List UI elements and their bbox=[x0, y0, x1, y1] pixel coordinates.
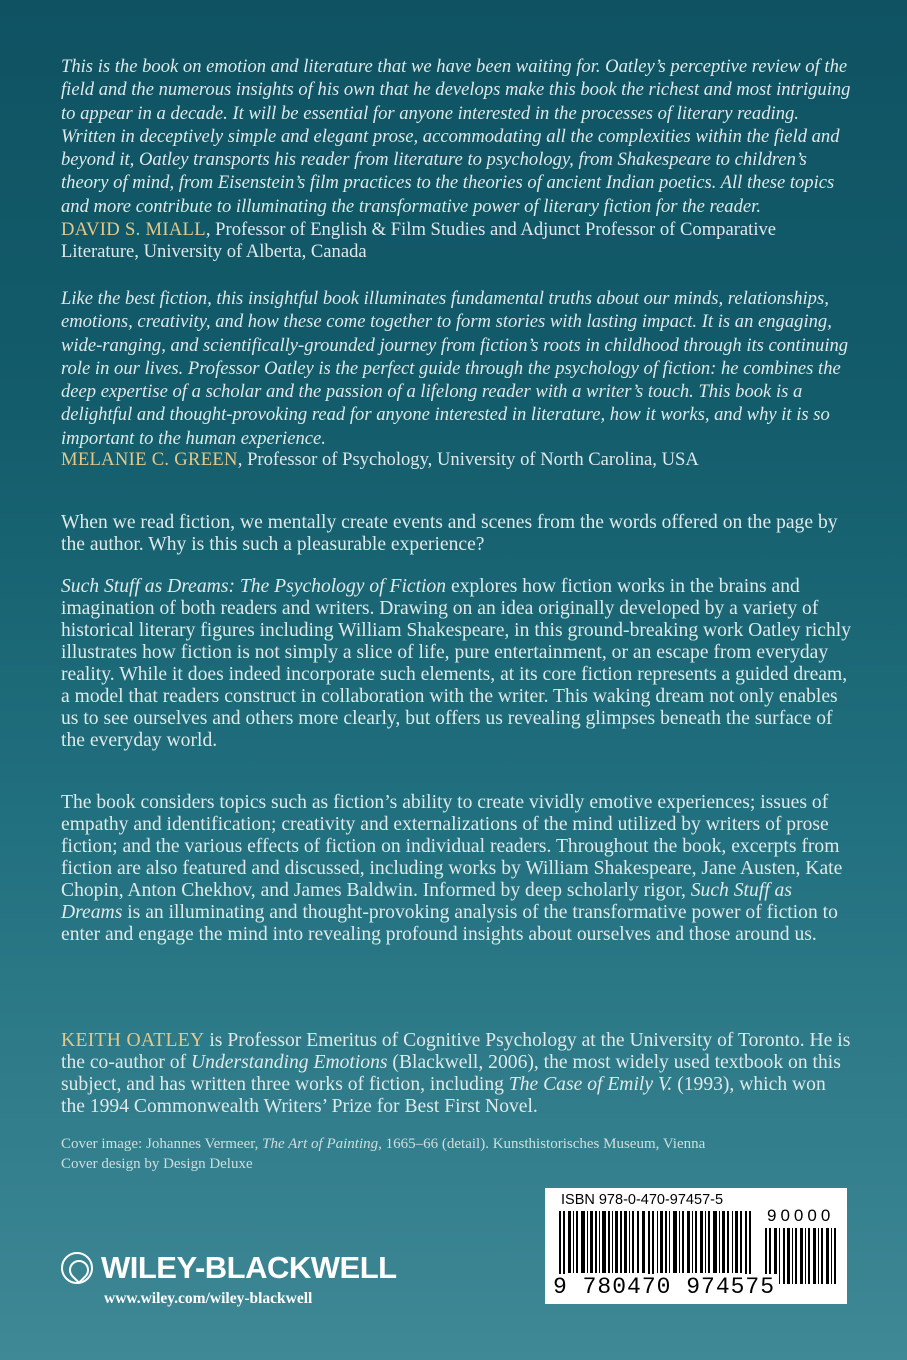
bio-text: (Blackwell, 2006), the most widely used textbook on this subject, and has written three works of fiction, including bbox=[61, 1052, 841, 1095]
description-paragraph-3 bbox=[61, 792, 851, 946]
author-name: KEITH OATLEY bbox=[61, 1030, 205, 1051]
publisher-logo bbox=[61, 1250, 397, 1286]
ean-barcode-icon bbox=[559, 1211, 755, 1281]
reviewer-affiliation: , Professor of Psychology, University of North Carolina, USA bbox=[237, 449, 699, 470]
artwork-title: The Art of Painting, bbox=[262, 1136, 382, 1152]
price-addon-digits: 90000 bbox=[767, 1206, 835, 1225]
description-paragraph-1: When we read fiction, we mentally create events and scenes from the words offered on the page by the author. Why is this such a pleasurable experience? bbox=[61, 512, 838, 555]
review-quote-1: This is the book on emotion and literature that we have been waiting for. Oatley’s perceptive review of the field and the numerous insights of his own that he develops make this book the richest and most intriguing to appear in a decade. It will be essential for anyone interested in the processes of literary reading. Written in deceptively simple and elegant prose, accommodating all the complexities within the field and beyond it, Oatley transports his reader from literature to psychology, from Shakespeare to children’s theory of mind, from Eisenstein’s film practices to the theories of ancient Indian poetics. All these topics and more contribute to illuminating the transformative power of literary fiction for the reader. bbox=[61, 56, 851, 217]
publisher-url[interactable]: www.wiley.com/wiley-blackwell bbox=[104, 1290, 313, 1307]
paragraph-text: The book considers topics such as fiction’s ability to create vividly emotive experiences; issues of empathy and identification; creativity and externalizations of the mind utilized by writers of prose fiction; and the various effects of fiction on individual readers. Throughout the book, excerpts from fiction are also featured and discussed, including works by William Shakespeare, Jane Austen, Kate Chopin, Anton Chekhov, and James Baldwin. Informed by deep scholarly rigor, bbox=[61, 792, 843, 901]
paragraph-text: explores how fiction works in the brains and imagination of both readers and writers. Drawing on an idea originally developed by a variety of historical literary figures including William Shakespeare, in this ground-breaking work Oatley richly illustrates how fiction is not simply a slice of life, pure entertainment, or an escape from everyday reality. While it does indeed incorporate such elements, at its core fiction represents a guided dream, a model that readers construct in collaboration with the writer. This waking dream not only enables us to see ourselves and others more clearly, but offers us revealing glimpses beneath the surface of the everyday world. bbox=[61, 576, 852, 751]
bio-text: (1993), which won the 1994 Commonwealth Writers’ Prize for Best First Novel. bbox=[61, 1074, 826, 1117]
credit-text: Cover image: Johannes Vermeer, bbox=[61, 1136, 263, 1152]
isbn-label: ISBN 978-0-470-97457-5 bbox=[561, 1192, 724, 1208]
description-paragraph-2 bbox=[61, 576, 851, 752]
reviewer-affiliation: , Professor of English & Film Studies and Adjunct Professor of Comparative Literature, University of Alberta, Canada bbox=[61, 219, 777, 262]
reviewer-name: MELANIE C. GREEN bbox=[61, 449, 238, 470]
barcode-panel bbox=[545, 1188, 847, 1304]
bio-text: is Professor Emeritus of Cognitive Psychology at the University of Toronto. He is the co-author of bbox=[61, 1030, 851, 1073]
wiley-emblem-icon bbox=[61, 1252, 93, 1284]
book-title: The Case of Emily V. bbox=[508, 1074, 673, 1095]
cover-design-credit: Cover design by Design Deluxe bbox=[61, 1156, 253, 1172]
book-title: Such Stuff as Dreams bbox=[61, 880, 792, 923]
book-title: Such Stuff as Dreams: The Psychology of Fiction bbox=[61, 576, 447, 597]
cover-image-credit bbox=[61, 1134, 851, 1154]
reviewer-name: DAVID S. MIALL bbox=[61, 219, 206, 240]
book-title: Understanding Emotions bbox=[191, 1052, 388, 1073]
cover-credits bbox=[61, 1134, 851, 1174]
paragraph-text: is an illuminating and thought-provoking analysis of the transformative power of fiction to enter and engage the mind into revealing profound insights about ourselves and those around us. bbox=[61, 902, 838, 945]
author-bio bbox=[61, 1030, 851, 1118]
review-quote-2: Like the best fiction, this insightful book illuminates fundamental truths about our minds, relationships, emotions, creativity, and how these come together to form stories with lasting impact. It is an engaging, wide-ranging, and scientifically-grounded journey from fiction’s roots in childhood through its continuing role in our lives. Professor Oatley is the perfect guide through the psychology of fiction: he combines the deep expertise of a scholar and the passion of a lifelong reader with a writer’s touch. This book is a delightful and thought-provoking read for anyone interested in literature, how it works, and why it is so important to the human experience. bbox=[61, 288, 849, 449]
credit-text: 1665–66 (detail). Kunsthistorisches Museum, Vienna bbox=[381, 1136, 706, 1152]
ean-digits: 9 780470 974575 bbox=[553, 1274, 776, 1300]
publisher-name: WILEY-BLACKWELL bbox=[101, 1250, 397, 1285]
review-attribution-2 bbox=[61, 449, 851, 471]
review-attribution-1 bbox=[61, 219, 851, 263]
